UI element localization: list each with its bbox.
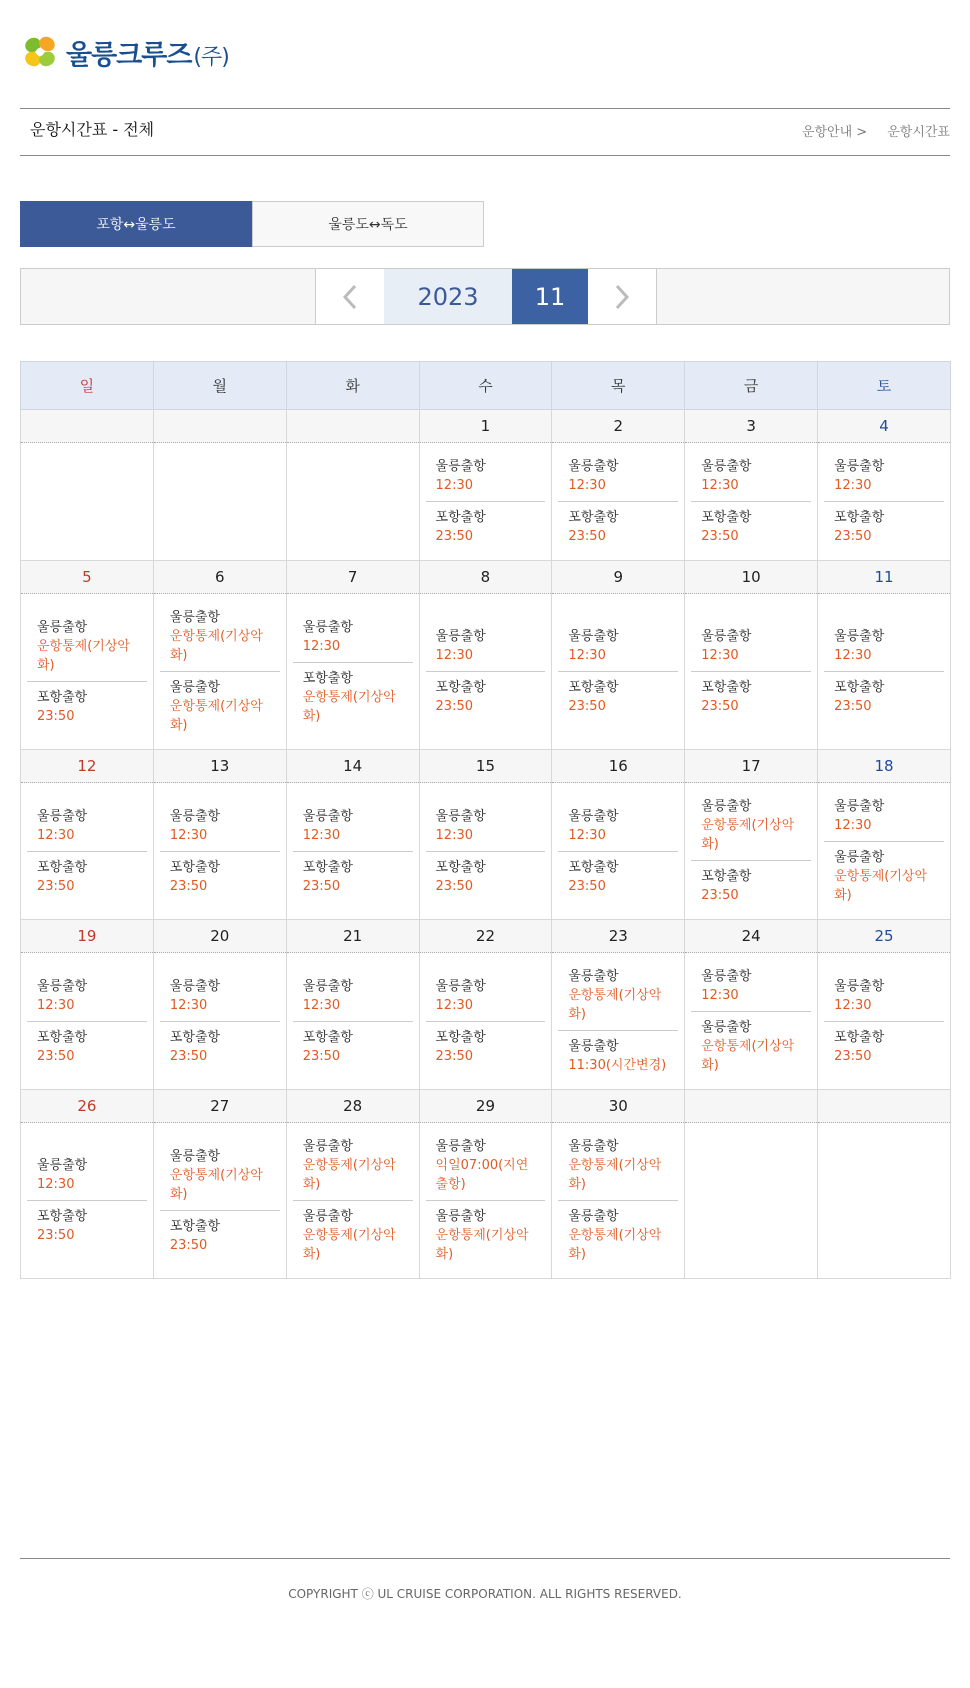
chevron-right-icon	[614, 284, 630, 310]
trip-label: 포항출항	[37, 1029, 88, 1045]
trip-time: 운항통제(기상악화)	[302, 689, 396, 724]
schedule-cell	[21, 443, 154, 561]
trip-time: 23:50	[37, 1228, 75, 1243]
weekday-mon: 월	[153, 362, 286, 410]
weekday-sun: 일	[21, 362, 154, 410]
schedule-cell	[685, 783, 818, 920]
prev-month-button[interactable]	[315, 269, 384, 324]
schedule-cell	[685, 443, 818, 561]
trip-label: 포항출항	[302, 859, 353, 875]
schedule-cell	[153, 594, 286, 750]
schedule-cell	[552, 953, 685, 1090]
trip-entry	[691, 451, 811, 501]
trip-entry	[558, 621, 678, 671]
date-cell: 14	[286, 750, 419, 783]
date-cell: 24	[685, 920, 818, 953]
date-cell: 28	[286, 1090, 419, 1123]
trip-time: 12:30	[701, 478, 739, 493]
trip-entry	[160, 1141, 280, 1210]
trip-time: 23:50	[701, 699, 739, 714]
schedule-cell	[21, 1123, 154, 1279]
date-row	[21, 561, 951, 594]
trip-label: 울릉출항	[302, 978, 353, 994]
trip-time: 23:50	[37, 1048, 75, 1064]
schedule-cell	[818, 594, 951, 750]
trip-time: 23:50	[568, 529, 606, 544]
trip-time: 23:50	[834, 699, 872, 714]
schedule-cell	[685, 953, 818, 1090]
trip-label: 포항출항	[568, 510, 619, 525]
trip-label: 울릉출항	[435, 459, 486, 474]
trip-entry	[160, 671, 280, 741]
trip-time: 12:30	[37, 997, 75, 1013]
weekday-thu: 목	[552, 362, 685, 410]
trip-entry	[426, 1131, 546, 1200]
trip-label: 울릉출항	[568, 1039, 619, 1054]
date-cell: 26	[21, 1090, 154, 1123]
trip-time: 23:50	[701, 529, 739, 544]
breadcrumb-item-timetable[interactable]: 운항시간표	[887, 125, 950, 140]
trip-label: 울릉출항	[169, 978, 221, 994]
schedule-row	[21, 1123, 951, 1279]
date-cell: 18	[818, 750, 951, 783]
weekday-header	[21, 362, 951, 410]
trip-entry	[558, 451, 678, 501]
route-tabs	[20, 201, 484, 247]
date-cell	[21, 410, 154, 443]
trip-label: 포항출항	[302, 670, 353, 686]
trip-label: 포항출항	[302, 1029, 353, 1045]
date-cell	[153, 410, 286, 443]
trip-label: 울릉출항	[568, 1209, 619, 1224]
trip-label: 포항출항	[169, 1029, 221, 1045]
trip-label: 울릉출항	[701, 969, 752, 984]
trip-time: 12:30	[435, 997, 473, 1013]
trip-time: 12:30	[302, 638, 341, 654]
trip-entry	[27, 1150, 147, 1200]
schedule-cell	[153, 1123, 286, 1279]
breadcrumb-item-guide[interactable]: 운항안내 >	[801, 125, 868, 140]
trip-label: 울릉출항	[302, 808, 353, 824]
trip-time: 23:50	[435, 529, 473, 544]
trip-time: 운항통제(기상악화)	[169, 629, 263, 663]
schedule-cell	[21, 953, 154, 1090]
trip-entry	[824, 501, 944, 552]
trip-entry	[426, 671, 546, 722]
schedule-row	[21, 443, 951, 561]
trip-label: 포항출항	[435, 1029, 486, 1045]
trip-time: 운항통제(기상악화)	[701, 818, 795, 852]
date-cell: 11	[818, 561, 951, 594]
trip-entry	[293, 662, 413, 732]
date-cell	[286, 410, 419, 443]
schedule-cell	[153, 953, 286, 1090]
trip-entry	[160, 1021, 280, 1072]
trip-label: 포항출항	[435, 680, 486, 695]
trip-label: 포항출항	[834, 680, 885, 695]
date-cell: 5	[21, 561, 154, 594]
trip-time: 11:30(시간변경)	[568, 1058, 667, 1073]
schedule-cell	[286, 443, 419, 561]
trip-label: 울릉출항	[37, 978, 88, 994]
date-cell: 19	[21, 920, 154, 953]
trip-entry	[160, 602, 280, 671]
trip-label: 울릉출항	[435, 629, 486, 644]
trip-time: 운항통제(기상악화)	[435, 1228, 529, 1262]
weekday-tue: 화	[286, 362, 419, 410]
trip-time: 익일07:00(지연출항)	[435, 1158, 529, 1192]
schedule-row	[21, 594, 951, 750]
schedule-cell	[685, 1123, 818, 1279]
trip-label: 포항출항	[834, 1029, 885, 1045]
trip-entry	[558, 961, 678, 1030]
trip-label: 울릉출항	[568, 969, 619, 984]
trip-label: 울릉출항	[568, 808, 619, 824]
trip-label: 울릉출항	[568, 1139, 619, 1154]
trip-entry	[293, 801, 413, 851]
trip-time: 12:30	[834, 997, 872, 1013]
trip-time: 23:50	[701, 888, 739, 903]
trip-time: 운항통제(기상악화)	[169, 699, 263, 733]
schedule-cell	[818, 783, 951, 920]
trip-entry	[558, 851, 678, 902]
trip-time: 23:50	[834, 1048, 872, 1064]
trip-label: 울릉출항	[701, 629, 752, 644]
title-bar	[20, 108, 950, 156]
trip-entry	[27, 851, 147, 902]
schedule-cell	[419, 953, 552, 1090]
schedule-cell	[552, 594, 685, 750]
trip-label: 포항출항	[37, 689, 88, 705]
schedule-cell	[818, 443, 951, 561]
trip-time: 운항통제(기상악화)	[568, 1228, 662, 1262]
trip-label: 포항출항	[37, 1209, 88, 1224]
date-row	[21, 1090, 951, 1123]
trip-entry	[558, 801, 678, 851]
trip-entry	[426, 1200, 546, 1270]
trip-label: 울릉출항	[37, 619, 88, 635]
trip-label: 울릉출항	[834, 799, 885, 814]
trip-entry	[27, 1021, 147, 1072]
schedule-cell	[419, 783, 552, 920]
trip-entry	[426, 451, 546, 501]
schedule-cell	[419, 1123, 552, 1279]
date-cell: 4	[818, 410, 951, 443]
date-cell: 17	[685, 750, 818, 783]
trip-label: 울릉출항	[834, 978, 885, 994]
trip-time: 운항통제(기상악화)	[302, 1158, 396, 1192]
next-month-button[interactable]	[588, 269, 657, 324]
schedule-cell	[552, 1123, 685, 1279]
date-row	[21, 920, 951, 953]
trip-entry	[160, 1210, 280, 1261]
trip-entry	[691, 860, 811, 911]
trip-time: 12:30	[37, 1177, 75, 1192]
schedule-cell	[286, 783, 419, 920]
trip-label: 울릉출항	[435, 1209, 486, 1224]
schedule-cell	[21, 783, 154, 920]
date-cell: 25	[818, 920, 951, 953]
logo[interactable]	[20, 30, 229, 74]
trip-entry	[691, 671, 811, 722]
trip-label: 울릉출항	[435, 978, 486, 994]
trip-entry	[824, 971, 944, 1021]
trip-entry	[824, 451, 944, 501]
trip-label: 포항출항	[169, 1218, 221, 1234]
trip-entry	[293, 1021, 413, 1072]
trip-entry	[160, 971, 280, 1021]
trip-time: 운항통제(기상악화)	[302, 1228, 396, 1262]
trip-entry	[691, 1011, 811, 1081]
trip-label: 울릉출항	[169, 1148, 221, 1164]
date-cell: 2	[552, 410, 685, 443]
schedule-cell	[286, 953, 419, 1090]
schedule-cell	[419, 594, 552, 750]
schedule-row	[21, 953, 951, 1090]
trip-label: 울릉출항	[169, 610, 221, 625]
trip-time: 12:30	[701, 648, 739, 663]
trip-entry	[824, 791, 944, 841]
trip-time: 운항통제(기상악화)	[37, 638, 130, 673]
date-cell	[685, 1090, 818, 1123]
trip-entry	[558, 1030, 678, 1081]
trip-entry	[691, 501, 811, 552]
trip-entry	[293, 612, 413, 662]
trip-entry	[558, 671, 678, 722]
trip-entry	[691, 791, 811, 860]
schedule-cell	[552, 443, 685, 561]
trip-label: 포항출항	[701, 869, 752, 884]
trip-time: 운항통제(기상악화)	[568, 988, 662, 1022]
trip-label: 울릉출항	[568, 629, 619, 644]
trip-entry	[824, 671, 944, 722]
trip-time: 23:50	[169, 1237, 208, 1253]
trip-entry	[160, 801, 280, 851]
schedule-cell	[818, 953, 951, 1090]
trip-entry	[293, 971, 413, 1021]
month-navigator	[20, 268, 950, 325]
trip-entry	[824, 1021, 944, 1072]
copyright: COPYRIGHT ⓒ UL CRUISE CORPORATION. ALL RIGHTS RESERVED.	[288, 1587, 682, 1601]
date-row	[21, 410, 951, 443]
trip-time: 운항통제(기상악화)	[701, 1039, 795, 1073]
trip-time: 12:30	[37, 827, 75, 843]
trip-entry	[426, 621, 546, 671]
date-cell: 30	[552, 1090, 685, 1123]
trip-label: 포항출항	[435, 510, 486, 525]
weekday-wed: 수	[419, 362, 552, 410]
date-cell: 10	[685, 561, 818, 594]
year-display: 2023	[384, 269, 512, 324]
trip-entry	[426, 971, 546, 1021]
trip-label: 포항출항	[568, 680, 619, 695]
trip-label: 울릉출항	[169, 808, 221, 824]
trip-label: 포항출항	[701, 510, 752, 525]
schedule-cell	[21, 594, 154, 750]
trip-label: 울릉출항	[169, 680, 221, 695]
schedule-cell	[286, 1123, 419, 1279]
schedule-cell	[818, 1123, 951, 1279]
trip-label: 울릉출항	[37, 808, 88, 824]
trip-time: 23:50	[568, 878, 606, 894]
trip-label: 울릉출항	[435, 1139, 486, 1154]
trip-time: 23:50	[37, 878, 75, 894]
clover-logo-icon	[20, 32, 60, 72]
trip-label: 울릉출항	[435, 808, 486, 824]
weekday-sat: 토	[818, 362, 951, 410]
trip-time: 운항통제(기상악화)	[169, 1167, 263, 1202]
trip-time: 12:30	[435, 648, 473, 663]
trip-time: 운항통제(기상악화)	[568, 1158, 662, 1192]
trip-label: 울릉출항	[568, 459, 619, 474]
date-cell: 3	[685, 410, 818, 443]
trip-label: 울릉출항	[701, 799, 752, 814]
trip-label: 포항출항	[37, 859, 88, 875]
date-row	[21, 750, 951, 783]
trip-time: 23:50	[435, 878, 473, 894]
trip-entry	[160, 851, 280, 902]
trip-entry	[426, 851, 546, 902]
trip-entry	[691, 961, 811, 1011]
trip-entry	[426, 1021, 546, 1072]
weekday-fri: 금	[685, 362, 818, 410]
trip-time: 12:30	[302, 827, 341, 843]
trip-label: 울릉출항	[302, 1209, 353, 1224]
trip-time: 23:50	[302, 1048, 341, 1064]
trip-time: 12:30	[169, 997, 208, 1013]
schedule-calendar	[20, 361, 951, 1279]
trip-time: 23:50	[568, 699, 606, 714]
trip-label: 울릉출항	[302, 619, 353, 635]
schedule-row	[21, 783, 951, 920]
trip-entry	[27, 1200, 147, 1251]
trip-time: 12:30	[435, 478, 473, 493]
trip-label: 포항출항	[169, 859, 221, 875]
trip-entry	[293, 1131, 413, 1200]
trip-time: 12:30	[302, 997, 341, 1013]
date-cell: 13	[153, 750, 286, 783]
tab-ulleungdo-dokdo[interactable]: 울릉도↔독도	[252, 201, 484, 247]
trip-time: 12:30	[568, 478, 606, 493]
logo-text: 울릉크루즈(주)	[66, 39, 229, 71]
date-cell: 23	[552, 920, 685, 953]
date-cell: 9	[552, 561, 685, 594]
trip-time: 12:30	[169, 827, 208, 843]
trip-time: 12:30	[435, 827, 473, 843]
date-cell: 27	[153, 1090, 286, 1123]
schedule-cell	[685, 594, 818, 750]
trip-time: 12:30	[701, 988, 739, 1003]
trip-label: 울릉출항	[302, 1139, 353, 1154]
trip-entry	[293, 851, 413, 902]
tab-pohang-ulleungdo[interactable]: 포항↔울릉도	[20, 201, 252, 247]
date-cell: 15	[419, 750, 552, 783]
trip-time: 23:50	[302, 878, 341, 894]
trip-entry	[426, 501, 546, 552]
date-cell: 22	[419, 920, 552, 953]
trip-time: 23:50	[834, 529, 872, 544]
trip-time: 23:50	[169, 878, 208, 894]
date-cell: 12	[21, 750, 154, 783]
schedule-cell	[552, 783, 685, 920]
trip-entry	[558, 501, 678, 552]
date-cell	[818, 1090, 951, 1123]
trip-time: 12:30	[834, 818, 872, 833]
trip-label: 울릉출항	[834, 459, 885, 474]
trip-label: 울릉출항	[834, 629, 885, 644]
trip-time: 23:50	[37, 708, 75, 724]
trip-entry	[27, 801, 147, 851]
trip-entry	[27, 612, 147, 681]
trip-time: 23:50	[435, 1048, 473, 1064]
schedule-cell	[286, 594, 419, 750]
schedule-cell	[153, 443, 286, 561]
trip-label: 울릉출항	[37, 1158, 88, 1173]
date-cell: 6	[153, 561, 286, 594]
chevron-left-icon	[342, 284, 358, 310]
footer-divider	[20, 1558, 950, 1559]
trip-entry	[27, 681, 147, 732]
trip-label: 울릉출항	[701, 459, 752, 474]
trip-time: 23:50	[435, 699, 473, 714]
date-cell: 1	[419, 410, 552, 443]
date-cell: 16	[552, 750, 685, 783]
trip-entry	[558, 1200, 678, 1270]
trip-entry	[426, 801, 546, 851]
date-cell: 29	[419, 1090, 552, 1123]
date-cell: 21	[286, 920, 419, 953]
trip-entry	[293, 1200, 413, 1270]
trip-label: 포항출항	[701, 680, 752, 695]
trip-time: 12:30	[834, 478, 872, 493]
date-cell: 7	[286, 561, 419, 594]
trip-entry	[691, 621, 811, 671]
trip-time: 12:30	[568, 648, 606, 663]
trip-label: 포항출항	[568, 859, 619, 875]
date-cell: 20	[153, 920, 286, 953]
trip-label: 포항출항	[834, 510, 885, 525]
trip-label: 포항출항	[435, 859, 486, 875]
trip-entry	[27, 971, 147, 1021]
trip-time: 운항통제(기상악화)	[834, 869, 928, 903]
trip-time: 12:30	[834, 648, 872, 663]
schedule-cell	[153, 783, 286, 920]
breadcrumb	[802, 121, 950, 140]
trip-entry	[824, 841, 944, 911]
trip-label: 울릉출항	[701, 1020, 752, 1035]
trip-entry	[558, 1131, 678, 1200]
trip-time: 23:50	[169, 1048, 208, 1064]
month-display: 11	[512, 269, 588, 324]
date-cell: 8	[419, 561, 552, 594]
schedule-cell	[419, 443, 552, 561]
trip-entry	[824, 621, 944, 671]
trip-label: 울릉출항	[834, 850, 885, 865]
page-title: 운항시간표 - 전체	[30, 120, 155, 139]
trip-time: 12:30	[568, 827, 606, 843]
